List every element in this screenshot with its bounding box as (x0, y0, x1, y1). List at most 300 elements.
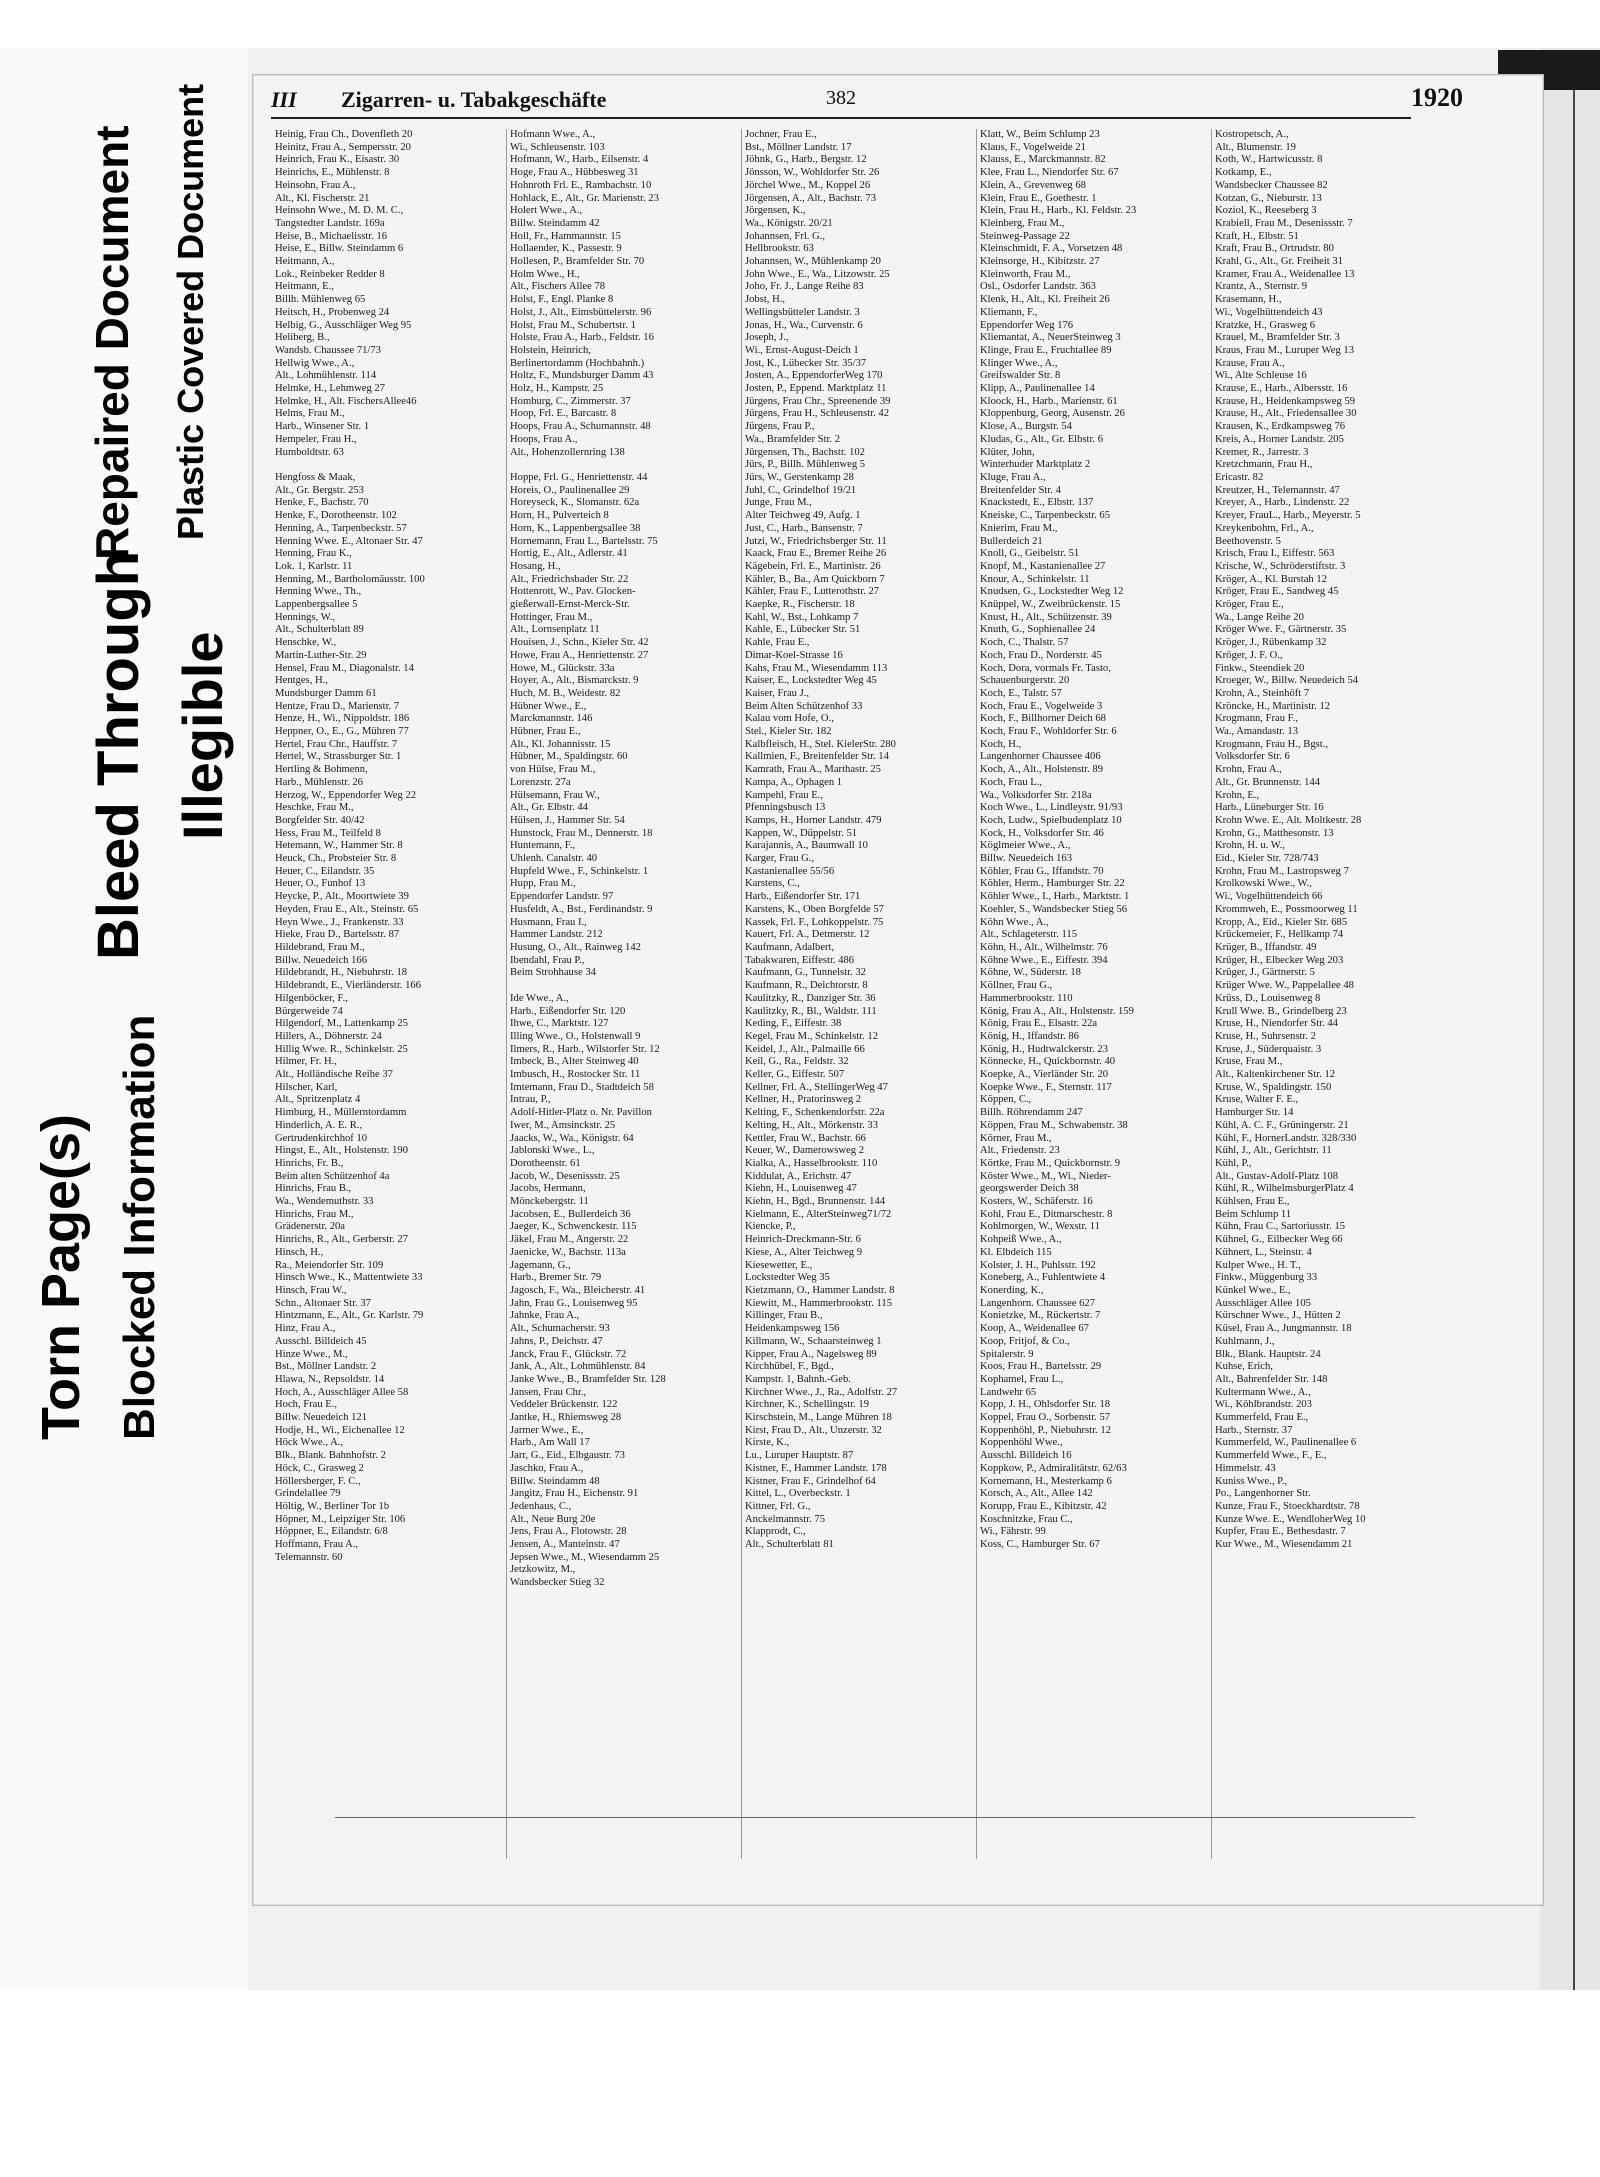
listing-line: Wi., Vogelhüttendeich 43 (1215, 306, 1323, 318)
listing-line: Kähler, Frau F., Lutterothstr. 27 (745, 586, 880, 598)
listing-line (275, 459, 503, 472)
listing-line: Kleinworth, Frau M., (980, 268, 1071, 280)
listing-line: Henke, F., Dorotheenstr. 102 (275, 510, 397, 522)
listing-line: Kellner, Frl. A., StellingerWeg 47 (745, 1081, 888, 1093)
directory-page (252, 74, 1544, 1906)
listing-line: Henning, Frau K., (275, 548, 352, 560)
listing-line: Krüss, D., Louisenweg 8 (1215, 992, 1321, 1004)
listing-line: Hempeler, Frau H., (275, 433, 357, 445)
listing-line: Wi., Alte Schleuse 16 (1215, 370, 1307, 382)
listing-line: Krüger, H., Elbecker Weg 203 (1215, 954, 1344, 966)
listing-line: Koch, Frau F., Wohldorfer Str. 6 (980, 726, 1117, 738)
listing-line: Hohlack, E., Alt., Gr. Marienstr. 23 (510, 192, 659, 204)
listing-line: Hülsen, J., Hammer Str. 54 (510, 814, 625, 826)
listing-line: Kröger, Frau E., (1215, 599, 1284, 611)
listing-line: Kirschstein, M., Lange Mühren 18 (745, 1412, 892, 1424)
listing-line: Kaulitzky, R., Danziger Str. 36 (745, 992, 876, 1004)
listing-line: Köppen, C., (980, 1094, 1032, 1106)
listing-line: Hildebrandt, H., Niebuhrstr. 18 (275, 967, 408, 979)
listing-line: Kopp, J. H., Ohlsdorfer Str. 18 (980, 1399, 1111, 1411)
listing-line: Kühlsen, Frau E., (1215, 1196, 1290, 1208)
listing-line: Helms, Frau M., (275, 408, 345, 420)
listing-line: Ausschl. Billdeich 45 (275, 1335, 367, 1347)
listing-line: Korsch, A., Alt., Allee 142 (980, 1488, 1093, 1500)
listing-line: Kaiser, E., Lockstedter Weg 45 (745, 675, 877, 687)
listing-line: Köhler, Frau G., Iffandstr. 70 (980, 865, 1104, 877)
listing-line: Kahle, Frau E., (745, 637, 810, 649)
listing-line: Klein, Frau H., Harb., Kl. Feldstr. 23 (980, 205, 1137, 217)
listing-line: Jepsen Wwe., M., Wiesendamm 25 (510, 1551, 660, 1563)
adjacent-page-edge-line (1573, 70, 1575, 1990)
listing-line: Koppel, Frau O., Sorbenstr. 57 (980, 1412, 1111, 1424)
listing-line: Lorenzstr. 27a (510, 776, 571, 788)
listing-line: Heinrich, Frau K., Eisastr. 30 (275, 154, 400, 166)
listing-line: Höck Wwe., A., (275, 1437, 344, 1449)
listing-line: Koch, Frau E., Vogelweide 3 (980, 700, 1103, 712)
listing-line: Koch, H., (980, 738, 1022, 750)
listing-line: Kalbfleisch, H., Stel. KielerStr. 280 (745, 738, 896, 750)
listing-line: Köhne, W., Süderstr. 18 (980, 967, 1081, 979)
listing-line: Heitmann, E., (275, 281, 334, 293)
listing-line: Huntemann, F., (510, 840, 576, 852)
listing-line: Kulper Wwe., H. T., (1215, 1259, 1301, 1271)
listing-line: Alt., Schumacherstr. 93 (510, 1323, 610, 1335)
listing-line: Kleinschmidt, F. A., Vorsetzen 48 (980, 243, 1123, 255)
column-divider (741, 129, 742, 1859)
listing-line: Kohl, Frau E., Ditmarschestr. 8 (980, 1208, 1113, 1220)
listing-line: Kupfer, Frau E., Bethesdastr. 7 (1215, 1526, 1346, 1538)
listing-line: Kirchner, K., Schellingstr. 19 (745, 1399, 870, 1411)
listing-line: Höppner, E., Eilandstr. 6/8 (275, 1526, 388, 1538)
listing-line: Eid., Kieler Str. 728/743 (1215, 853, 1319, 865)
listing-line: Dorotheenstr. 61 (510, 1157, 581, 1169)
listing-line: Ihwe, C., Marktstr. 127 (510, 1018, 609, 1030)
listing-line: Kloppenburg, Georg, Ausenstr. 26 (980, 408, 1125, 420)
listing-line: Jacob, W., Desenissstr. 25 (510, 1170, 620, 1182)
listing-line: Hollaender, K., Passestr. 9 (510, 243, 622, 255)
listing-line: Horn, H., Pulverteich 8 (510, 510, 609, 522)
listing-line: Kiencke, P., (745, 1221, 796, 1233)
header-rule (271, 117, 1411, 119)
listing-line: Holl, Fr., Hammannstr. 15 (510, 230, 621, 242)
listing-line: Kummerfeld Wwe., F., E., (1215, 1450, 1327, 1462)
listing-line: Harb., Winsener Str. 1 (275, 421, 370, 433)
listing-line: Kliemantat, A., NeuerSteinweg 3 (980, 332, 1121, 344)
listing-line: Kophamel, Frau L., (980, 1373, 1064, 1385)
listing-line: Jonas, H., Wa., Curvenstr. 6 (745, 319, 863, 331)
listing-line: Kruse, J., Süderquaistr. 3 (1215, 1043, 1322, 1055)
listing-line: Jensen, A., Manteinstr. 47 (510, 1539, 620, 1551)
listing-line: Jürgensen, Th., Bachstr. 102 (745, 446, 865, 458)
listing-line: Ericastr. 82 (1215, 471, 1264, 483)
listing-line: Beim Alten Schützenhof 33 (745, 700, 863, 712)
listing-line: Kröger, J. F. O., (1215, 649, 1283, 661)
listing-line: Wa., Königstr. 20/21 (745, 217, 833, 229)
listing-line: Gertrudenkirchhof 10 (275, 1132, 368, 1144)
listing-line: Kühn, Frau C., Sartoriusstr. 15 (1215, 1221, 1346, 1233)
listing-line: Köhler Wwe., I., Harb., Marktstr. 1 (980, 891, 1130, 903)
listing-line: König, Frau E., Elsastr. 22a (980, 1018, 1098, 1030)
listing-line: Keding, F., Eiffestr. 38 (745, 1018, 842, 1030)
listing-line: Kröger, A., Kl. Burstah 12 (1215, 573, 1327, 585)
listing-line: Alt., Gr. Brunnenstr. 144 (1215, 776, 1321, 788)
listing-line: Kreyer, FrauL., Harb., Meyerstr. 5 (1215, 510, 1361, 522)
listing-line: Hoffmann, Frau A., (275, 1539, 359, 1551)
listing-line: Langenhorner Chaussee 406 (980, 751, 1101, 763)
listing-line: Josten, A., EppendorferWeg 170 (745, 370, 883, 382)
listing-line: Hildebrandt, E., Vierländerstr. 166 (275, 980, 421, 992)
listing-line: Kuhlmann, J., (1215, 1335, 1275, 1347)
listing-line: Marckmannstr. 146 (510, 713, 593, 725)
listing-line: Kraft, Frau B., Ortrudstr. 80 (1215, 243, 1334, 255)
listing-line: Alt., Hohenzollernring 138 (510, 446, 625, 458)
listing-line: Kl. Elbdeich 115 (980, 1246, 1052, 1258)
listing-line: Krüger Wwe. W., Pappelallee 48 (1215, 980, 1354, 992)
listing-line: Wi., Köhlbrandstr. 203 (1215, 1399, 1312, 1411)
listing-line: Lu., Luruper Hauptstr. 87 (745, 1450, 854, 1462)
listing-line: Kietzmann, O., Hammer Landstr. 8 (745, 1284, 895, 1296)
listing-line: Kreyer, A., Harb., Lindenstr. 22 (1215, 497, 1350, 509)
listing-line: Alt., Spritzenplatz 4 (275, 1094, 361, 1106)
directory-year: 1920 (1411, 83, 1463, 112)
listing-line: Krische, W., Schröderstiftstr. 3 (1215, 560, 1346, 572)
label-illegible: Illegible (171, 631, 234, 840)
listing-line: Alt., Gr. Elbstr. 44 (510, 802, 588, 814)
label-bleed-through: Bleed Through (86, 550, 151, 960)
listing-line: Kaulitzky, R., Bl., Waldstr. 111 (745, 1005, 877, 1017)
listing-line: Jörgensen, K., (745, 205, 806, 217)
listing-line: Koppkow, P., Admiralitätstr. 62/63 (980, 1462, 1127, 1474)
listing-line: Jedenhaus, C., (510, 1500, 572, 1512)
listing-line (510, 980, 738, 993)
listing-line: Hosang, H., (510, 560, 561, 572)
listing-line: Kuniss Wwe., P., (1215, 1475, 1288, 1487)
listing-line: Kaufmann, R., Deichtorstr. 8 (745, 980, 868, 992)
listing-line: Horeyseck, K., Slomanstr. 62a (510, 497, 640, 509)
listing-line: Kuhse, Erich, (1215, 1361, 1273, 1373)
listing-line: Keuer, W., Damerowsweg 2 (745, 1145, 865, 1157)
listing-line: Kittner, Frl. G., (745, 1500, 811, 1512)
listing-line: Hinrichs, Frau M., (275, 1208, 354, 1220)
listing-line: Klose, A., Burgstr. 54 (980, 421, 1072, 433)
listing-line: Jürgens, Frau Chr., Spreenende 39 (745, 395, 891, 407)
listing-line: Alt., Kl. Fischerstr. 21 (275, 192, 370, 204)
listing-line: Jürs, W., Gerstenkamp 28 (745, 471, 854, 483)
listing-line: Ausschläger Allee 105 (1215, 1297, 1311, 1309)
listing-line: Krauel, M., Bramfelder Str. 3 (1215, 332, 1340, 344)
listing-column-5 (1215, 129, 1440, 1889)
listing-line: Jost, K., Lübecker Str. 35/37 (745, 357, 867, 369)
listing-line: Klinge, Frau E., Fruchtallee 89 (980, 344, 1112, 356)
listing-line: Krohn, G., Matthesonstr. 13 (1215, 827, 1334, 839)
adjacent-page-edge (1540, 48, 1600, 1990)
listing-line: Iwer, M., Amsinckstr. 25 (510, 1119, 616, 1131)
listing-line: Krausen, K., Erdkampsweg 76 (1215, 421, 1346, 433)
listing-line: Köhler, Herm., Hamburger Str. 22 (980, 878, 1125, 890)
listing-line: Kiesewetter, E., (745, 1259, 813, 1271)
listing-line: Harb., Mühlenstr. 26 (275, 776, 363, 788)
listing-line: Kassek, Frl. F., Lohkoppelstr. 75 (745, 916, 884, 928)
listing-line: Kistner, Frau F., Grindelhof 64 (745, 1475, 876, 1487)
listing-line: Hilmer, Fr. H., (275, 1056, 337, 1068)
listing-line: Klein, Frau E., Goethestr. 1 (980, 192, 1097, 204)
listing-line: Breitenfelder Str. 4 (980, 484, 1061, 496)
listing-line: Veddeler Brückenstr. 122 (510, 1399, 618, 1411)
listing-line: Kettler, Frau W., Bachstr. 66 (745, 1132, 866, 1144)
listing-line: Johannsen, W., Mühlenkamp 20 (745, 256, 881, 268)
listing-line: Kalau vom Hofe, O., (745, 713, 834, 725)
listing-line: Krohn, E., (1215, 789, 1260, 801)
listing-line: Langenhorn. Chaussee 627 (980, 1297, 1096, 1309)
listing-line: Jürgens, Frau H., Schleusenstr. 42 (745, 408, 889, 420)
listing-line: Po., Langenhorner Str. (1215, 1488, 1311, 1500)
listing-line: Karstens, C., (745, 878, 800, 890)
listing-line: Könnecke, H., Quickbornstr. 40 (980, 1056, 1116, 1068)
listing-line: Köllner, Frau G., (980, 980, 1053, 992)
listing-line: Koepke, A., Vierländer Str. 20 (980, 1069, 1109, 1081)
listing-line: Höpner, M., Leipziger Str. 106 (275, 1513, 406, 1525)
listing-line: Kähler, B., Ba., Am Quickborn 7 (745, 573, 885, 585)
listing-line: Alt., Schulterblatt 89 (275, 624, 364, 636)
listing-line: Howe, M., Glückstr. 33a (510, 662, 615, 674)
listing-line: Humboldtstr. 63 (275, 446, 344, 458)
listing-line: Heidenkampsweg 156 (745, 1323, 840, 1335)
listing-line: Krückemeier, F., Hellkamp 74 (1215, 929, 1344, 941)
listing-line: Alt., Friedenstr. 23 (980, 1145, 1060, 1157)
listing-line: Hentges, H., (275, 675, 328, 687)
listing-line: Kohpeiß Wwe., A., (980, 1234, 1062, 1246)
page-volume-number: III (271, 87, 297, 112)
listing-line: Kittel, L., Overbeckstr. 1 (745, 1488, 851, 1500)
listing-line: Himmelstr. 43 (1215, 1462, 1276, 1474)
listing-line: Alt., Lornsenplatz 11 (510, 624, 600, 636)
listing-line: Kamrath, Frau A., Marthastr. 25 (745, 764, 881, 776)
listing-line: Knoll, G., Geibelstr. 51 (980, 548, 1080, 560)
listing-line: Wi., Vogelhüttendeich 66 (1215, 891, 1323, 903)
listing-line: Greifswalder Str. 8 (980, 370, 1061, 382)
listing-line: Billh. Röhrendamm 247 (980, 1107, 1083, 1119)
listing-line: Joho, Fr. J., Lange Reihe 83 (745, 281, 864, 293)
listing-line: Volksdorfer Str. 6 (1215, 751, 1290, 763)
listing-line: Krommweh, E., Possmoorweg 11 (1215, 903, 1358, 915)
listing-line: Wi., Fährstr. 99 (980, 1526, 1046, 1538)
listing-line: Koppenhöhl Wwe., (980, 1437, 1063, 1449)
listing-line: Blk., Blank. Bahnhofstr. 2 (275, 1450, 386, 1462)
listing-line: Hübner Wwe., E., (510, 700, 587, 712)
listing-line: Holm Wwe., H., (510, 268, 580, 280)
listing-line: Alt., Kaltenkirchener Str. 12 (1215, 1069, 1336, 1081)
listing-line: Heuer, C., Eilandstr. 35 (275, 865, 375, 877)
listing-line: Wandsbecker Stieg 32 (510, 1577, 605, 1589)
listing-line: Telemannstr. 60 (275, 1551, 343, 1563)
listing-line: Heitmann, A., (275, 256, 335, 268)
listing-line: Hildebrand, Frau M., (275, 942, 365, 953)
listing-line: Kneiske, C., Tarpenbeckstr. 65 (980, 510, 1110, 522)
listing-line: Alt., Schulterblatt 81 (745, 1539, 834, 1551)
listing-line: Kruse, W., Spaldingstr. 150 (1215, 1081, 1332, 1093)
listing-line: Kruse, Walter F. E., (1215, 1094, 1299, 1106)
listing-line: Winterhuder Marktplatz 2 (980, 459, 1091, 471)
listing-line: Intrau, P., (510, 1094, 551, 1106)
listing-line: Heise, B., Michaelisstr. 16 (275, 230, 388, 242)
listing-line: Küsel, Frau A., Jungmannstr. 18 (1215, 1323, 1352, 1335)
listing-line: Kampehl, Frau E., (745, 789, 823, 801)
listing-line: Kruse, Frau M., (1215, 1056, 1283, 1068)
page-number: 382 (826, 87, 856, 109)
listing-line: Lappenbergsallee 5 (275, 599, 358, 611)
listing-line: Henning, M., Bartholomäusstr. 100 (275, 573, 425, 585)
listing-line: Kröger Wwe. F., Gärtnerstr. 35 (1215, 624, 1347, 636)
listing-line: Kühl, P., (1215, 1157, 1252, 1169)
listing-line: Heinitz, Frau A., Sempersstr. 20 (275, 141, 411, 153)
listing-line: Knuth, G., Sophienallee 24 (980, 624, 1096, 636)
listing-column-4 (980, 129, 1208, 1889)
listing-line: Holert Wwe., A., (510, 205, 583, 217)
listing-line: Jahnke, Frau A., (510, 1310, 580, 1322)
listing-line: Jarr, G., Eid., Elbgaustr. 73 (510, 1450, 625, 1462)
label-plastic-covered-document: Plastic Covered Document (170, 83, 211, 540)
listing-line: Josten, P., Eppend. Marktplatz 11 (745, 383, 887, 395)
listing-line: Hennings, W., (275, 611, 336, 623)
listing-line: Keil, G., Ra., Feldstr. 32 (745, 1056, 849, 1068)
listing-line: Kruse, H., Suhrsenstr. 2 (1215, 1030, 1316, 1042)
listing-line: Hodje, H., Wi., Eichenallee 12 (275, 1424, 405, 1436)
listing-line: Hengfoss & Maak, (275, 471, 356, 483)
listing-line: Janck, Frau F., Glückstr. 72 (510, 1348, 627, 1360)
listing-line: Jahns, P., Deichstr. 47 (510, 1335, 603, 1347)
listing-line: Kotkamp, E., (1215, 167, 1272, 179)
listing-line: Janke Wwe., B., Bramfelder Str. 128 (510, 1373, 666, 1385)
listing-line: Wi., Schleusenstr. 103 (510, 141, 605, 153)
listing-line: Jablonski Wwe., L., (510, 1145, 595, 1157)
listing-line: Hübner, M., Spaldingstr. 60 (510, 751, 628, 763)
listing-line: Kloock, H., Harb., Marienstr. 61 (980, 395, 1118, 407)
listing-line: Krisch, Frau I., Eiffestr. 563 (1215, 548, 1335, 560)
listing-line: Ide Wwe., A., (510, 992, 569, 1004)
listing-line: Kiehn, H., Louisenweg 47 (745, 1183, 857, 1195)
listing-line: Koop, Fritjof, & Co., (980, 1335, 1070, 1347)
listing-line: Knüppel, W., Zweibrückenstr. 15 (980, 599, 1121, 611)
listing-line: Kludas, G., Alt., Gr. Elbstr. 6 (980, 433, 1104, 445)
listing-line: Wandsb. Chaussee 71/73 (275, 344, 381, 356)
listing-line: Kampstr. 1, Bahnh.-Geb. (745, 1373, 851, 1385)
listing-line: Billw. Neuedeich 166 (275, 954, 367, 966)
listing-line: Kiewitt, M., Hammerbrookstr. 115 (745, 1297, 893, 1309)
listing-line: Steinweg-Passage 22 (980, 230, 1070, 242)
listing-line: Jaenicke, W., Bachstr. 113a (510, 1246, 626, 1258)
listing-line: Bst., Möllner Landstr. 2 (275, 1361, 377, 1373)
listing-line: Billh. Mühlenweg 65 (275, 294, 366, 306)
listing-line: Husfeldt, A., Bst., Ferdinandstr. 9 (510, 903, 653, 915)
listing-line: Wandsbecker Chaussee 82 (1215, 179, 1328, 191)
listing-line: Wa., Lange Reihe 20 (1215, 611, 1304, 623)
listing-line: Koch, Ludw., Spielbudenplatz 10 (980, 814, 1122, 826)
listing-line: Kostropetsch, A., (1215, 129, 1289, 140)
listing-line: Hilgendorf, M., Lattenkamp 25 (275, 1018, 408, 1030)
listing-line: Beim Strohhause 34 (510, 967, 596, 979)
listing-line: Kellner, H., Pratorinsweg 2 (745, 1094, 862, 1106)
listing-line: Billw. Steindamm 48 (510, 1475, 600, 1487)
listing-line: König, H., Iffandstr. 86 (980, 1030, 1079, 1042)
listing-line: Klipp, A., Paulinenallee 14 (980, 383, 1095, 395)
listing-line: Imtemann, Frau D., Stadtdeich 58 (510, 1081, 654, 1093)
listing-line: Hülsemann, Frau W., (510, 789, 600, 801)
listing-line: Kratzke, H., Grasweg 6 (1215, 319, 1316, 331)
listing-line: Hilgenböcker, F., (275, 992, 348, 1004)
listing-line: Hupp, Frau M., (510, 878, 576, 890)
listing-line: Krogmann, Frau F., (1215, 713, 1299, 725)
listing-line: Holst, J., Alt., Eimsbüttelerstr. 96 (510, 306, 652, 318)
listing-line: Pfenningsbusch 13 (745, 802, 826, 814)
listing-line: Kaiser, Frau J., (745, 687, 810, 699)
listing-line: Kahl, W., Bst., Lohkamp 7 (745, 611, 859, 623)
listing-line: Schauenburgerstr. 20 (980, 675, 1070, 687)
listing-line: Hamburger Str. 14 (1215, 1107, 1294, 1119)
listing-line: Borgfelder Str. 40/42 (275, 814, 365, 826)
listing-line: Johannsen, Frl. G., (745, 230, 826, 242)
listing-line: Harb., Sternstr. 37 (1215, 1424, 1293, 1436)
listing-line: Kramer, Frau A., Weidenallee 13 (1215, 268, 1355, 280)
listing-line: Grädenerstr. 20a (275, 1221, 346, 1233)
listing-line: Hertel, W., Strassburger Str. 1 (275, 751, 402, 763)
listing-line: Koneberg, A., Fuhlentwiete 4 (980, 1272, 1106, 1284)
listing-line: Hottinger, Frau M., (510, 611, 593, 623)
listing-line: Korupp, Frau E., Kibitzstr. 42 (980, 1500, 1107, 1512)
listing-line: Kur Wwe., M., Wiesendamm 21 (1215, 1539, 1353, 1551)
listing-line: Jantke, H., Rhiemsweg 28 (510, 1412, 622, 1424)
listing-line: Kägebein, Frl. E., Martinistr. 26 (745, 560, 881, 572)
listing-line: Hoppe, Frl. G., Henriettenstr. 44 (510, 471, 648, 483)
listing-line: Klee, Frau L., Niendorfer Str. 67 (980, 167, 1119, 179)
listing-line: Kreykenbohm, Frl., A., (1215, 522, 1314, 534)
listing-line: Alt., Neue Burg 20e (510, 1513, 596, 1525)
listing-line: Hinsch, Frau W., (275, 1284, 347, 1296)
listing-line: Jahn, Frau G., Louisenweg 95 (510, 1297, 638, 1309)
listing-line: Kühl, A. C. F., Grüningerstr. 21 (1215, 1119, 1349, 1131)
listing-line: Kultermann Wwe., A., (1215, 1386, 1311, 1398)
listing-line: Jörgensen, A., Alt., Bachstr. 73 (745, 192, 877, 204)
listing-line: Koch, F., Billhorner Deich 68 (980, 713, 1106, 725)
listing-line: Beim Schlump 11 (1215, 1208, 1292, 1220)
listing-line: Köster Wwe., M., Wi., Nieder- (980, 1170, 1111, 1182)
listing-line: Heyden, Frau E., Alt., Steinstr. 65 (275, 903, 419, 915)
listing-line: Krolkowski Wwe., W., (1215, 878, 1312, 890)
listing-line: Henschke, W., (275, 637, 337, 649)
listing-line: Alt., Lohmühlenstr. 114 (275, 370, 377, 382)
listing-line: Kraus, Frau M., Luruper Weg 13 (1215, 344, 1354, 356)
listing-line: Hinderlich, A. E. R., (275, 1119, 363, 1131)
listing-line: Kegel, Frau M., Schinkelstr. 12 (745, 1030, 878, 1042)
listing-line: Krohn, A., Steinhöft 7 (1215, 687, 1310, 699)
listing-line: Ausschl. Billdeich 16 (980, 1450, 1072, 1462)
listing-line: Harb., Am Wall 17 (510, 1437, 590, 1449)
listing-line: Heinrich-Dreckmann-Str. 6 (745, 1234, 861, 1246)
listing-line: Kummerfeld, W., Paulinenallee 6 (1215, 1437, 1357, 1449)
listing-line: Körner, Frau M., (980, 1132, 1052, 1144)
listing-line: Harb., Eißendorfer Str. 120 (510, 1005, 626, 1017)
column-divider (1211, 129, 1212, 1859)
listing-line: Köppen, Frau M., Schwabenstr. 38 (980, 1119, 1128, 1131)
listing-line: John Wwe., E., Wa., Litzowstr. 25 (745, 268, 890, 280)
listing-line: Kummerfeld, Frau E., (1215, 1412, 1309, 1424)
listing-line: Jacobs, Hermann, (510, 1183, 586, 1195)
listing-line: Hornemann, Frau L., Bartelsstr. 75 (510, 535, 658, 547)
listing-line: Hofmann Wwe., A., (510, 129, 596, 140)
listing-line: Billw. Neuedeich 121 (275, 1412, 367, 1424)
listing-line: Wi., Ernst-August-Deich 1 (745, 344, 859, 356)
listing-line: Heitsch, H., Probenweg 24 (275, 306, 390, 318)
listing-line: Tabakwaren, Eiffestr. 486 (745, 954, 855, 966)
